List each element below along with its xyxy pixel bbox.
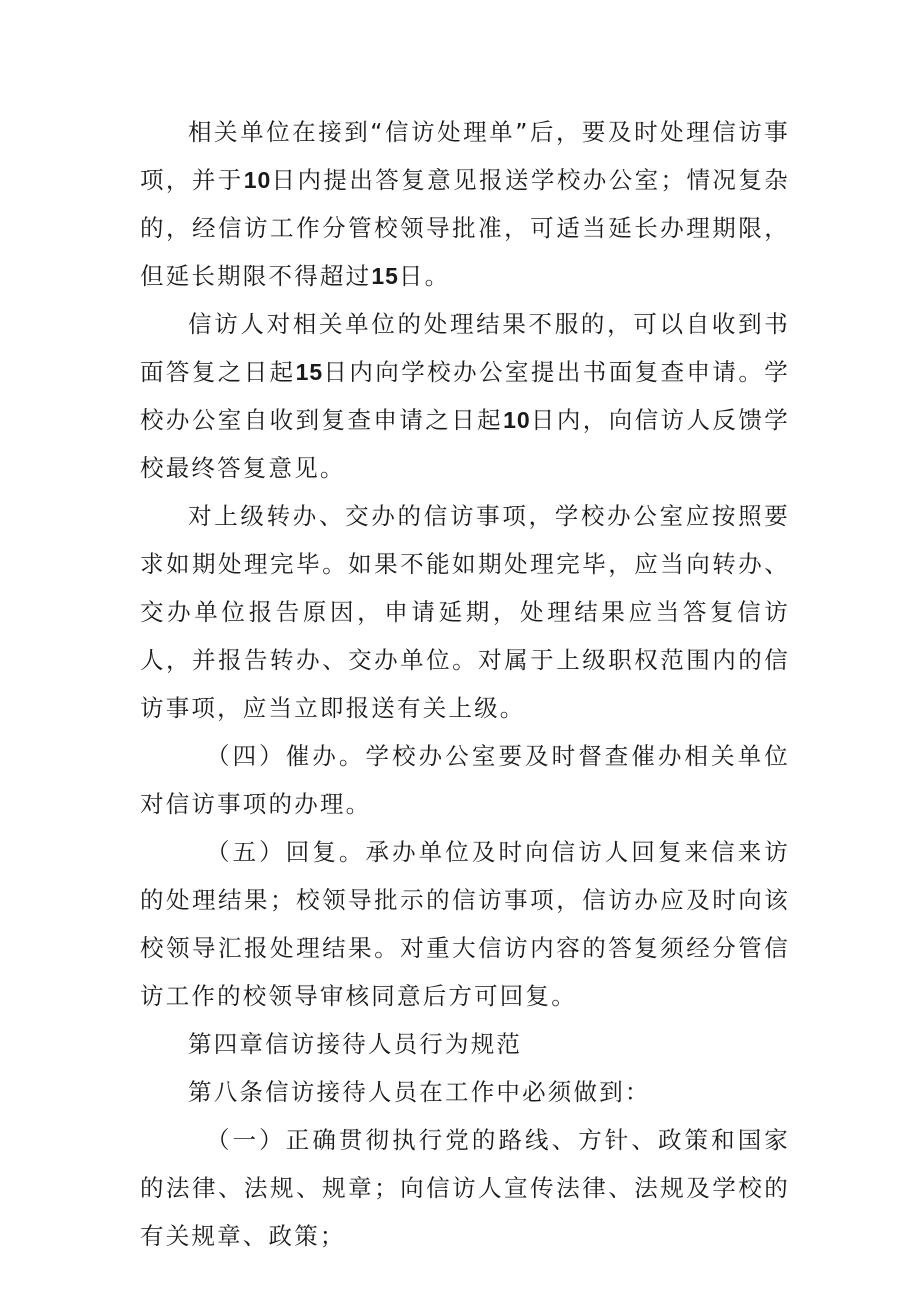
number-text: 15 (371, 263, 399, 289)
document-body (140, 108, 790, 1260)
paragraph-item-one: （一）正确贯彻执行党的路线、方针、政策和国家的法律、法规、规章；向信访人宣传法律、法规及学校的有关规章、政策； (140, 1126, 790, 1250)
number-text: 15 (295, 359, 324, 385)
paragraph-review-application: 信访人对相关单位的处理结果不服的，可以自收到书面答复之日起15日内向学校办公室提出书面复查申请。学校办公室自收到复查申请之日起10日内，向信访人反馈学校最终答复意见。 (140, 310, 790, 482)
paragraph-higher-level-matters: 对上级转办、交办的信访事项，学校办公室应按照要求如期处理完毕。如果不能如期处理完毕，应当向转办、交办单位报告原因，申请延期，处理结果应当答复信访人，并报告转办、交办单位。对属于上级职权范围内的信访事项，应当立即报送有关上级。 (140, 502, 790, 722)
paragraph-reply: （五）回复。承办单位及时向信访人回复来信来访的处理结果；校领导批示的信访事项，信访办应及时向该校领导汇报处理结果。对重大信访内容的答复须经分管信访工作的校领导审核同意后方可回复。 (140, 838, 790, 1010)
chapter-heading: 第四章信访接待人员行为规范 (188, 1030, 523, 1058)
number-text: 10 (503, 407, 531, 433)
paragraph-urging: （四）催办。学校办公室要及时督查催办相关单位对信访事项的办理。 (140, 742, 790, 818)
number-text: 10 (243, 167, 272, 193)
paragraph-processing-deadline: 相关单位在接到“信访处理单”后，要及时处理信访事项，并于10日内提出答复意见报送学校办公室；情况复杂的，经信访工作分管校领导批准，可适当延长办理期限，但延长期限不得超过15日。 (140, 118, 790, 290)
article-heading: 第八条信访接待人员在工作中必须做到： (188, 1078, 651, 1106)
